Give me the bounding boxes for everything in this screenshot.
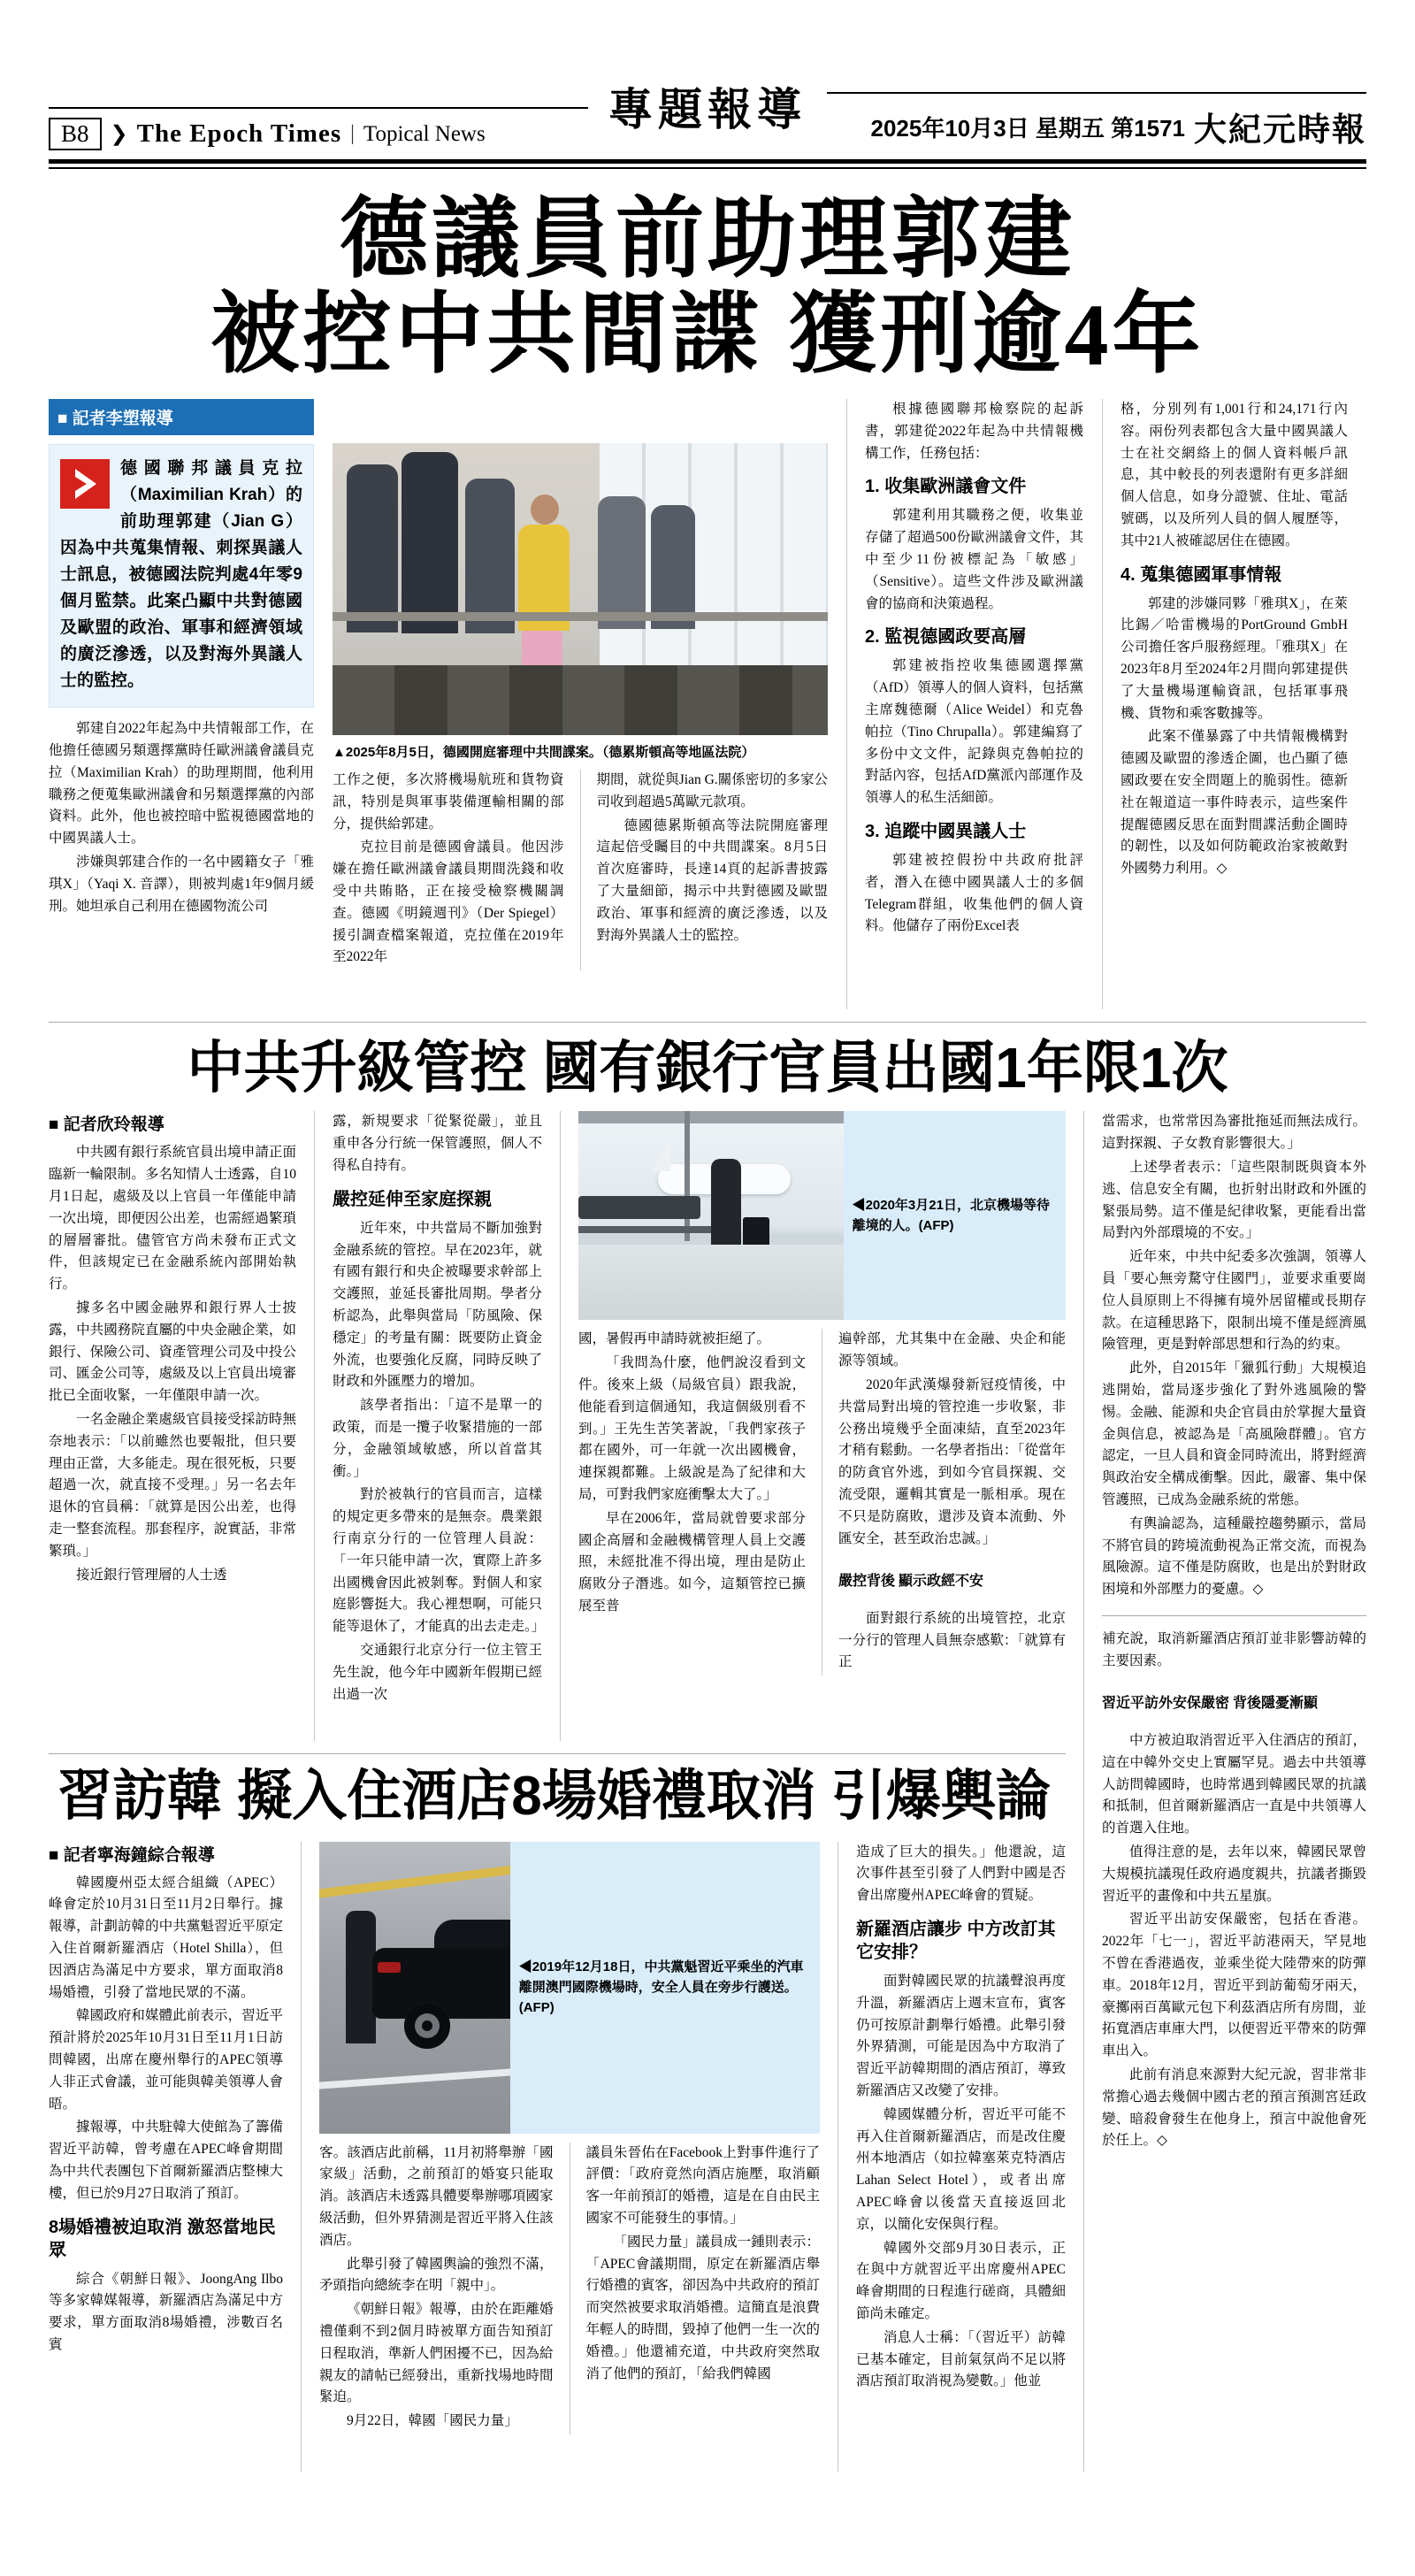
article3-photo-row xyxy=(319,1842,820,2134)
paragraph: 格，分別列有1,001行和24,171行內容。兩份列表都包含大量中國異議人士在社交網絡上的個人資料帳戶訊息，其中較長的列表還附有更多詳細個人信息，如身分證號、住址、電話號碼，以及所列人員的個人履歷等，其中21人被確認居住在德國。 xyxy=(1121,402,1348,548)
paragraph: 早在2006年，當局就曾要求部分國企高層和金融機構管理人員上交護照，未經批准不得出境，理由是防止腐敗分子潛逃。如今，這類管控已擴展至普 xyxy=(578,1510,806,1614)
article2-subhead-2: 嚴控背後 顯示政經不安 xyxy=(838,1573,984,1589)
article2-headline: 中共升級管控 國有銀行官員出國1年限1次 xyxy=(187,1036,1228,1100)
paragraph: 9月22日，韓國「國民力量」 xyxy=(347,2413,518,2429)
paragraph: 郭建的涉嫌同夥「雅琪X」，在萊比錫／哈雷機場的PortGround GmbH公司擔任客戶服務經理。「雅琪X」在2023年8月至2024年2月間向郭建提供了大量機場運輸資訊，包括軍事飛機、貨物和乘客數據等。 xyxy=(1121,595,1348,721)
numbered-subhead-4: 4. 蒐集德國軍事情報 xyxy=(1121,564,1282,585)
article3-col5 xyxy=(1102,1629,1366,2154)
paragraph: 交通銀行北京分行一位主管王先生說，他今年中國新年假期已經出過一次 xyxy=(333,1642,542,1702)
paragraph: 對於被執行的官員而言，這樣的規定更多帶來的是無奈。農業銀行南京分行的一位管理人員說：「一年只能申請一次，實際上許多出國機會因此被剝奪。對個人和家庭影響挺大。我心裡想啊，可能只能等退休了，才能真的出去走走。」 xyxy=(333,1487,546,1635)
lower-section xyxy=(49,1111,1366,2471)
page-number: B8 xyxy=(49,118,102,150)
article2 xyxy=(49,1111,1066,1741)
paragraph: 此前有消息來源對大紀元說，習非常非常擔心過去幾個中國古老的預言預測宮廷政變、暗殺會發生在他身上，預言中說他會死於任上。◇ xyxy=(1102,2067,1366,2149)
paragraph: 補充說，取消新羅酒店預訂並非影響訪韓的主要因素。 xyxy=(1102,1630,1366,1668)
paragraph: 克拉目前是德國會議員。他因涉嫌在擔任歐洲議會議員期間洗錢和收受中共賄賂，正在接受檢察機關調查。德國《明鏡週刊》（Der Spiegel）援引調查檔案報道，克拉僅在2019年至2022年 xyxy=(333,840,564,965)
paragraph: 「我問為什麼，他們說沒看到文件。後來上級（局級官員）跟我說，他能看到這個通知，我這個級別看不到。」王先生苦笑著說，「我們家孩子都在國外，可一年就一次出國機會，連探親都難。上級說是為了紀律和大局，可對我們家庭衝擊太大了。」 xyxy=(578,1355,806,1502)
article-divider xyxy=(49,1022,1366,1023)
paragraph: 露，新規要求「從緊從嚴」，並且重申各分行統一保管護照，個人不得私自持有。 xyxy=(333,1114,542,1173)
article1-headline-line1: 德議員前助理郭建 xyxy=(340,190,1075,288)
paragraph: 郭建被指控收集德國選擇黨（AfD）領導人的個人資料，包括黨主席魏德爾（Alice Weidel）和克魯帕拉（Tino Chrupalla）。郭建編寫了多份中文文件，記錄與克魯帕拉的對話內容，包括AfD黨派內部運作及領導人的私生活細節。 xyxy=(865,658,1083,806)
article3-photo-columns xyxy=(301,1842,820,2472)
article3-col3 xyxy=(570,2143,821,2434)
newspaper-page xyxy=(49,0,1366,2472)
article1-headline-line2: 被控中共間諜 獲刑逾4年 xyxy=(210,286,1205,384)
paragraph: 2020年武漢爆發新冠疫情後，中共當局對出境的管控進一步收緊，非公務出境幾乎全面凍結，直至2023年才稍有鬆動。一名學者指出：「從當年的防貪官外逃，到如今官員探親、交流受限，邏輯其實是一脈相承。現在不只是防腐敗，還涉及資本流動、外匯安全，甚至政治忠誠。」 xyxy=(838,1376,1066,1546)
paragraph: 遍幹部，尤其集中在金融、央企和能源等領域。 xyxy=(838,1331,1066,1369)
article3-headline: 習訪韓 擬入住酒店8場婚禮取消 引爆輿論 xyxy=(57,1766,1051,1828)
security-guard xyxy=(346,1911,376,2043)
article1-intro-text: 德國聯邦議員克拉（Maximilian Krah）的前助理郭建（Jian G）因為中共蒐集情報、刺探異議人士訊息，被德國法院判處4年零9個月監禁。此案凸顯中共對德國及歐盟的政治、軍事和經濟領域的廣泛滲透，以及對海外異議人士的監控。 xyxy=(60,459,302,691)
masthead-separator: | xyxy=(350,122,355,145)
lower-left xyxy=(49,1111,1066,2471)
article2-photo-row xyxy=(578,1111,1066,1320)
article1-intro-box xyxy=(49,444,314,708)
article1-subcolumns xyxy=(333,770,828,970)
article2-col3 xyxy=(578,1329,806,1675)
paragraph: 此外，自2015年「獵狐行動」大規模追逃開始，當局逐步強化了對外逃風險的警惕。金融、能源和央企官員由於掌握大量資金與信息，被認為是「高風險群體」。官方認定，一旦人員和資金同時流出，將對經濟與政治安全構成衝擊。因此，嚴審、集中保管護照，已成為金融系統的常態。 xyxy=(1102,1361,1366,1507)
paragraph: 當需求，也常常因為審批拖延而無法成行。這對探親、子女教育影響很大。」 xyxy=(1102,1114,1366,1152)
article1-headline xyxy=(49,192,1366,383)
paragraph: 一名金融企業處級官員接受採訪時無奈地表示：「以前雖然也要報批，但只要理由正當，大多能走。現在很死板，只要超過一次，就直接不受理。」另一名去年退休的官員稱：「就算是因公出差，也得走一整套流程。那套程序，說實話，非常繁瑣。」 xyxy=(49,1411,296,1559)
article1-byline: ■ 記者李塑報導 xyxy=(49,399,314,435)
paragraph: 接近銀行管理層的人士透 xyxy=(76,1567,227,1583)
paragraph: 上述學者表示：「這些限制既與資本外逃、信息安全有關，也折射出財政和外匯的緊張局勢。這不僅是紀律收緊，更能看出當局對內外部環境的不安。」 xyxy=(1102,1159,1366,1241)
article3-subhead-3: 習近平訪外安保嚴密 背後隱憂漸顯 xyxy=(1102,1695,1319,1711)
article-divider xyxy=(1102,1615,1366,1616)
paragraph: 根據德國聯邦檢察院的起訴書，郭建從2022年起為中共情報機構工作，任務包括： xyxy=(865,402,1083,461)
paragraph: 面對銀行系統的出境管控，北京一分行的管理人員無奈感歎：「就算有正 xyxy=(838,1610,1066,1670)
section-title-zh: 專題報導 xyxy=(608,85,807,134)
paragraph: 韓國慶州亞太經合組織（APEC）峰會定於10月31日至11月2日舉行。據報導，計劃訪韓的中共黨魁習近平原定入住首爾新羅酒店（Hotel Shilla），但因酒店為滿足中方要求，單方面取消8場婚禮，引發了當地民眾的不滿。 xyxy=(49,1874,283,2000)
paragraph: 有輿論認為，這種嚴控趨勢顯示，當局不將官員的跨境流動視為正常交流，而視為風險源。這不僅是防腐敗，也是出於對財政困境和外部壓力的憂慮。◇ xyxy=(1102,1515,1366,1598)
article3-byline: ■ 記者寧海鐘綜合報導 xyxy=(49,1845,215,1865)
article3-col1 xyxy=(49,1842,283,2472)
paragraph: 郭建自2022年起為中共情報部工作，在他擔任德國另類選擇黨時任歐洲議會議員克拉（Maximilian Krah）的助理期間，他利用職務之便蒐集歐洲議會和另類選擇黨的內部資料。此外，他也被控暗中監視德國當地的中國異議人士。 xyxy=(49,721,314,847)
article1-col2 xyxy=(333,770,564,970)
article2-subhead-1: 嚴控延伸至家庭探親 xyxy=(333,1189,492,1209)
right-rail xyxy=(1083,1111,1366,2471)
article3-col2 xyxy=(319,2143,554,2434)
paragraph: 韓國政府和媒體此前表示，習近平預計將於2025年10月31日至11月1日訪問韓國，出席在慶州舉行的APEC領導人非正式會議，並可能與韓美領導人會晤。 xyxy=(49,2008,283,2112)
paragraph: 韓國媒體分析，習近平可能不再入住首爾新羅酒店，而是改住慶州本地酒店（如拉韓塞萊克特酒店 Lahan Select Hotel），或者出席APEC峰會以後當天直接返回北京，以簡化安保與行程。 xyxy=(856,2106,1066,2232)
article2-subcolumns xyxy=(578,1329,1066,1675)
courtroom-photo xyxy=(333,443,828,735)
paragraph: 「國民力量」議員成一鍾則表示：「APEC會議期間，原定在新羅酒店舉行婚禮的賓客，卻因為中共政府的預訂而突然被要求取消婚禮。這簡直是浪費年輕人的時間，毀掉了他們一生一次的婚禮。」他還補充道，中共政府突然取消了他們的預訂，「給我們韓國 xyxy=(585,2234,820,2381)
paragraph: 消息人士稱：「（習近平）訪韓已基本確定，目前氣氛尚不足以將酒店預訂取消視為變數。」他並 xyxy=(856,2329,1066,2389)
masthead-right xyxy=(827,92,1366,150)
epoch-arrow-icon xyxy=(60,459,110,509)
chevron-right-icon: ❯ xyxy=(110,123,128,146)
masthead-left xyxy=(49,107,588,150)
article1 xyxy=(49,399,1366,1009)
article3-photo-caption: ◀2019年12月18日，中共黨魁習近平乘坐的汽車離開澳門國際機場時，安全人員在旁步行護送。(AFP) xyxy=(510,1842,820,2134)
paragraph: 中共國有銀行系統官員出境申請正面臨新一輪限制。多名知情人士透露，自10月1日起，處級及以上官員一年僅能申請一次出境，即便因公出差，也需經過繁瑣的層層審批。儘管官方尚未發布正式文件，但該規定已在金融系統內部開始執行。 xyxy=(49,1145,296,1292)
article1-photo-columns xyxy=(333,399,828,1009)
article3-subhead-1: 8場婚禮被迫取消 激怒當地民眾 xyxy=(49,2217,276,2260)
article2-col1 xyxy=(49,1111,296,1741)
article1-col3 xyxy=(580,770,829,970)
paragraph: 德國德累斯頓高等法院開庭審理這起倍受矚目的中共間諜案。8月5日首次庭審時，長達14頁的起訴書披露了大量細節，揭示中共對德國及歐盟政治、軍事和經濟的廣泛滲透，以及對海外異議人士的監控。 xyxy=(596,817,828,943)
article1-photo-caption: ▲2025年8月5日，德國開庭審理中共間諜案。（德累斯頓高等地區法院） xyxy=(333,745,755,760)
article2-byline: ■ 記者欣玲報導 xyxy=(49,1116,164,1135)
masthead-rule xyxy=(49,159,1366,169)
paragraph: 涉嫌與郭建合作的一名中國籍女子「雅琪X」（Yaqi X. 音譯），則被判處1年9個月緩刑。她坦承自己利用在德國物流公司 xyxy=(49,854,314,914)
paragraph: 此案不僅暴露了中共情報機構對德國及歐盟的滲透企圖，也凸顯了德國政要在安全問題上的脆弱性。德新社在報道這一事件時表示，這些案件提醒德國反思在面對間諜活動企圖時的韌性，以及如何防範政治家被敵對外國勢力利用。◇ xyxy=(1121,729,1348,877)
limousine-photo xyxy=(319,1842,510,2134)
paragraph: 郭建利用其職務之便，收集並存儲了超過500份歐洲議會文件，其中至少11份被標記為「敏感」（Sensitive）。這些文件涉及歐洲議會的協商和決策過程。 xyxy=(865,508,1083,611)
dateline: 2025年10月3日 星期五 第1571 xyxy=(870,114,1185,142)
masthead-title: The Epoch Times xyxy=(136,119,342,148)
paragraph: 該學者指出：「這不是單一的政策，而是一攬子收緊措施的一部分，金融領域敏感，所以首當其衝。」 xyxy=(333,1398,542,1479)
article1-col1 xyxy=(49,399,314,1009)
paragraph: 習近平出訪安保嚴密，包括在香港。2022年「七一」，習近平訪港兩天，罕見地不曾在香港過夜，並乘坐從大陸帶來的防彈車。2018年12月，習近平到訪葡萄牙兩天，豪擲兩百萬歐元包下利茲酒店所有房間，並拓寬酒店車庫大門，以便習近平帶來的防彈車出入。 xyxy=(1102,1912,1366,2059)
paragraph: 近年來，中共中紀委多次強調，領導人員「要心無旁騖守住國門」，並要求重要崗位人員原則上不得擁有境外居留權或長期存款。在這種思路下，限制出境不僅是經濟風險管理，更是對幹部思想和行為的約束。 xyxy=(1102,1249,1366,1353)
paragraph: 造成了巨大的損失。」他還說，這次事件甚至引發了人們對中國是否會出席慶州APEC峰會的質疑。 xyxy=(856,1844,1066,1904)
paragraph: 綜合《朝鮮日報》、JoongAng Ilbo等多家韓媒報導，新羅酒店為滿足中方要求，單方面取消8場婚禮，涉數百名賓 xyxy=(49,2271,283,2352)
paragraph: 值得注意的是，去年以來，韓國民眾曾大規模抗議現任政府過度親共，抗議者撕毀習近平的畫像和中共五星旗。 xyxy=(1102,1844,1366,1904)
article-divider xyxy=(49,1753,1066,1754)
article3 xyxy=(49,1842,1066,2472)
paragraph: 《朝鮮日報》報導，由於在距離婚禮僅剩不到2個月時被單方面告知預訂日程取消，準新人們困擾不已，因為給親友的請帖已經發出，重新找場地時間緊迫。 xyxy=(319,2302,554,2405)
paragraph: 中方被迫取消習近平入住酒店的預訂，這在中韓外交史上實屬罕見。過去中共領導人訪問韓國時，也時常遇到韓國民眾的抗議和抵制，但首爾新羅酒店一直是中共領導人的首選入住地。 xyxy=(1102,1733,1366,1836)
article3-subcolumns xyxy=(319,2143,820,2434)
article2-photo-columns xyxy=(560,1111,1066,1741)
numbered-subhead-2: 2. 監視德國政要高層 xyxy=(865,627,1027,648)
paragraph: 此舉引發了韓國輿論的強烈不滿，矛頭指向總統李在明「親中」。 xyxy=(319,2256,554,2294)
paragraph: 據報導，中共駐韓大使館為了籌備習近平訪韓，曾考慮在APEC峰會期間為中共代表團包下首爾新羅酒店整棟大樓，但已於9月27日取消了預訂。 xyxy=(49,2120,283,2201)
numbered-subhead-1: 1. 收集歐洲議會文件 xyxy=(865,477,1027,497)
numbered-subhead-3: 3. 追蹤中國異議人士 xyxy=(865,821,1027,841)
article1-col4 xyxy=(846,399,1083,1009)
paragraph: 據多名中國金融界和銀行界人士披露，中共國務院直屬的中央金融企業，如銀行、保險公司、資產管理公司及中投公司、匯金公司等，處級及以上官員出境審批已全面收緊，一年僅限申請一次。 xyxy=(49,1300,296,1404)
paragraph: 郭建被控假扮中共政府批評者，潛入在德中國異議人士的多個Telegram群組，收集他們的個人資料。他儲存了兩份Excel表 xyxy=(865,852,1083,934)
paragraph: 近年來，中共當局不斷加強對金融系統的管控。早在2023年，就有國有銀行和央企被曝要求幹部上交護照，並延長審批周期。學者分析認為，此舉與當局「防風險、保穩定」的考量有關：既要防止資金外流，也要強化反腐，同時反映了財政和外匯壓力的增加。 xyxy=(333,1220,542,1390)
paragraph: 議員朱晉佑在Facebook上對事件進行了評價：「政府竟然向酒店施壓，取消顧客一年前預訂的婚禮，這是在自由民主國家不可能發生的事情。」 xyxy=(585,2144,820,2226)
paragraph: 韓國外交部9月30日表示，正在與中方就習近平出席慶州APEC峰會期間的日程進行磋商，具體細節尚未確定。 xyxy=(856,2240,1066,2321)
paragraph: 工作之便，多次將機場航班和貨物資訊，特別是與軍事裝備運輸相關的部分，提供給郭建。 xyxy=(333,772,564,832)
masthead xyxy=(49,76,1366,150)
brand-logo: 大紀元時報 xyxy=(1194,112,1366,149)
paragraph: 期間，就從與Jian G.關係密切的多家公司收到超過5萬歐元款項。 xyxy=(596,772,828,809)
article2-col4 xyxy=(822,1329,1066,1675)
article2-col5 xyxy=(1102,1111,1366,1603)
article1-col5 xyxy=(1102,399,1348,1009)
article3-col4 xyxy=(838,1842,1066,2472)
article3-subhead-2: 新羅酒店讓步 中方改訂其它安排？ xyxy=(856,1919,1056,1962)
article2-col2 xyxy=(314,1111,546,1741)
paragraph: 客。該酒店此前稱，11月初將舉辦「國家級」活動，之前預訂的婚宴只能取消。該酒店未透露具體要舉辦哪項國家級活動，但外界猜測是習近平將入住該酒店。 xyxy=(319,2144,554,2248)
section-name-en: Topical News xyxy=(363,121,486,146)
article2-photo-caption: ◀2020年3月21日，北京機場等待離境的人。(AFP) xyxy=(844,1111,1066,1320)
paragraph: 國，暑假再申請時就被拒絕了。 xyxy=(578,1331,771,1347)
paragraph: 面對韓國民眾的抗議聲浪再度升溫，新羅酒店上週末宣布，賓客仍可按原計劃舉行婚禮。此舉引發外界猜測，可能是因為中方取消了習近平訪韓期間的酒店預訂，導致新羅酒店又改變了安排。 xyxy=(856,1973,1066,2098)
airport-photo xyxy=(578,1111,844,1320)
